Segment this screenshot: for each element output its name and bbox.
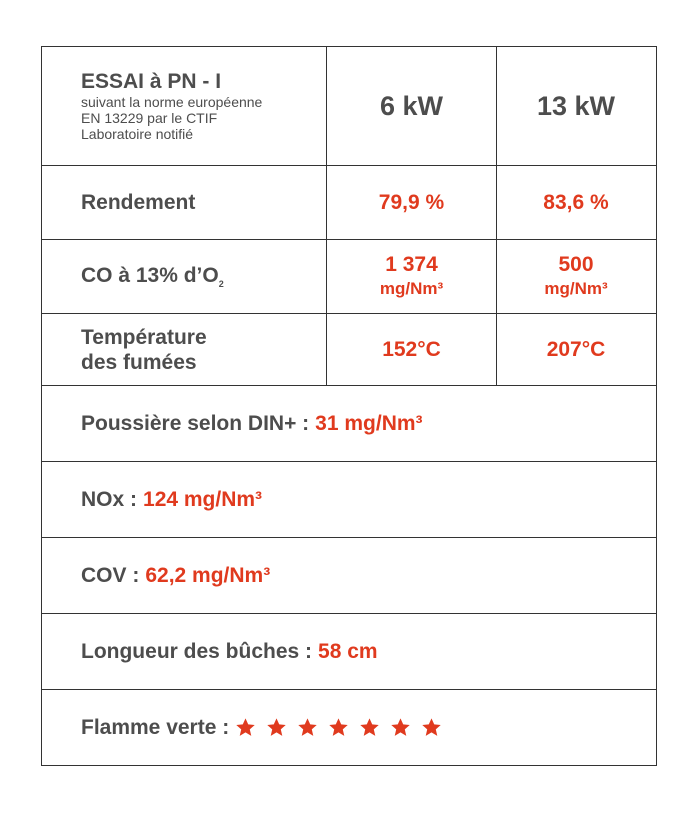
cov-row [42,538,656,614]
star-icon [266,717,287,738]
nox-label: NOx : [81,487,138,511]
header-col-13kw [497,47,655,165]
temperature-label-1: Température [81,325,207,349]
co-row [42,240,656,314]
co-label [81,264,224,289]
temperature-6kw-value: 152°C [382,337,441,361]
poussiere-label: Poussière selon DIN+ : [81,411,310,435]
temperature-13kw-cell [497,314,655,385]
rendement-13kw-cell [497,166,655,239]
nox-cell [42,462,656,537]
temperature-label-cell [42,314,327,385]
cov-value: 62,2 mg/Nm³ [145,563,271,587]
co-13kw-value [544,253,607,301]
rendement-label-cell [42,166,327,239]
rendement-6kw-value: 79,9 % [378,190,445,214]
rendement-6kw-cell [327,166,497,239]
co-13kw-number: 500 [558,252,594,276]
star-icon [359,717,380,738]
poussiere-value: 31 mg/Nm³ [315,411,423,435]
flamme-label: Flamme verte : [81,715,230,739]
star-icon [297,717,318,738]
star-icon [328,717,349,738]
flamme-row [42,690,656,765]
rendement-row [42,166,656,240]
flamme-cell [42,690,656,765]
nox-value: 124 mg/Nm³ [143,487,263,511]
poussiere-cell [42,386,656,461]
longueur-cell [42,614,656,689]
cov-label: COV : [81,563,140,587]
co-6kw-unit: mg/Nm³ [379,278,444,298]
co-13kw-cell [497,240,655,313]
co-label-cell [42,240,327,313]
co-6kw-value [380,253,443,301]
header-subtitle-3: Laboratoire notifié [81,126,194,142]
cov-cell [42,538,656,613]
longueur-value: 58 cm [318,639,378,663]
temperature-label-2: des fumées [81,350,197,374]
temperature-13kw-value: 207°C [546,337,606,361]
header-row [42,47,656,166]
test-results-table [41,46,657,766]
longueur-label: Longueur des bûches : [81,639,313,663]
rendement-label: Rendement [81,190,196,214]
nox-row [42,462,656,538]
flamme-stars [235,717,442,738]
header-subtitle-2: EN 13229 par le CTIF [81,110,218,126]
star-icon [390,717,411,738]
co-13kw-unit: mg/Nm³ [544,278,608,298]
star-icon [421,717,442,738]
temperature-row [42,314,656,386]
header-label-cell [42,47,327,165]
rendement-13kw-value: 83,6 % [543,190,609,214]
longueur-row [42,614,656,690]
header-col-6kw [327,47,497,165]
header-subtitle-1: suivant la norme européenne [81,94,263,110]
co-6kw-number: 1 374 [385,252,438,276]
poussiere-row [42,386,656,462]
co-label-subscript: 2 [218,279,224,290]
power-13kw: 13 kW [536,90,616,121]
star-icon [235,717,256,738]
co-label-text: CO à 13% d’O [81,263,219,287]
header-title: ESSAI à PN - I [81,70,222,93]
co-6kw-cell [327,240,497,313]
power-6kw: 6 kW [379,90,444,121]
temperature-6kw-cell [327,314,497,385]
